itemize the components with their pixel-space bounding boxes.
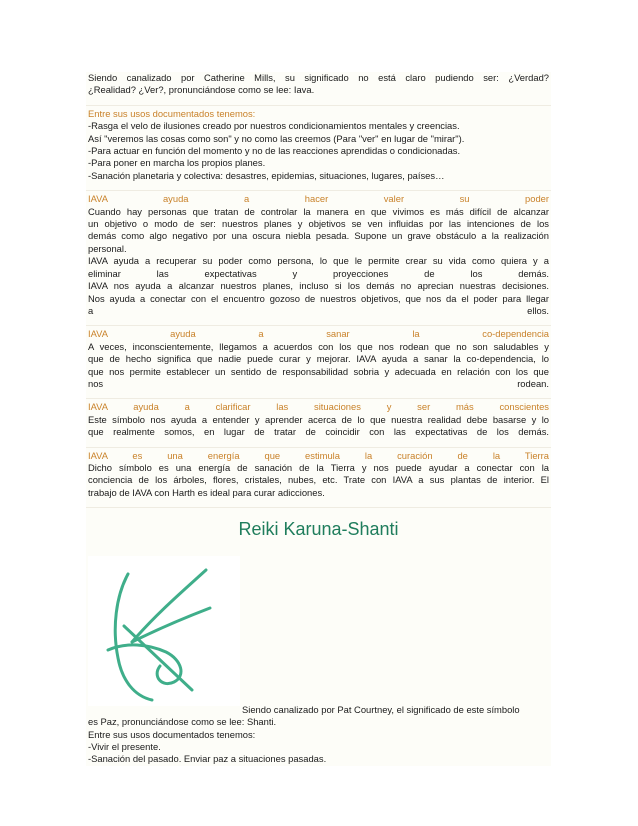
text-line: un objetivo o modo de ser: nuestros planes y objetivos se ven influidas por las intenciones de los — [88, 218, 549, 230]
paragraph-divider — [86, 317, 551, 326]
section-paragraph — [86, 450, 551, 500]
text-line: Nos ayuda a conectar con el encuentro gozoso de nuestros objetivos, que nos da el poder para llegar — [88, 292, 549, 304]
uses-item: -Para actuar en función del momento y no de las reacciones aprendidas o condicionadas. — [88, 145, 461, 157]
intro-paragraph — [86, 72, 551, 97]
text-line: nos rodean. — [88, 377, 549, 389]
text-line: -Vivir el presente. — [88, 741, 161, 752]
text-line: Este símbolo nos ayuda a entender y aprender acerca de lo que nuestra realidad debe basarse y lo — [88, 413, 549, 425]
text-line: a ellos. — [88, 304, 549, 316]
section-title: IAVA ayuda a hacer valer su poder — [88, 193, 549, 205]
sections-container — [86, 193, 551, 508]
text-line: eliminar las expectativas y proyecciones de los demás. — [88, 267, 549, 279]
karuna-figure — [86, 556, 551, 716]
section-paragraph — [86, 401, 551, 438]
text-line: trabajo de IAVA con Harth es ideal para curar adicciones. — [88, 486, 325, 498]
uses-item: -Sanación planetaria y colectiva: desastres, epidemias, situaciones, lugares, países… — [88, 169, 445, 181]
section-title: IAVA ayuda a clarificar las situaciones y ser más conscientes — [88, 401, 549, 413]
text-line: es Paz, pronunciándose como se lee: Shanti. — [88, 716, 277, 728]
uses-paragraph — [86, 108, 551, 182]
karuna-symbol-image — [88, 556, 240, 706]
uses-item: -Para poner en marcha los propios planes. — [88, 157, 266, 169]
text-line: demás como algo negativo por una oscura niebla pesada. Supone un grave obstáculo a la realización — [88, 230, 549, 242]
section-title: IAVA es una energía que estimula la curación de la Tierra — [88, 449, 549, 461]
text-line: IAVA nos ayuda a alcanzar nuestros planes, incluso si los demás no aprecian nuestras decisiones. — [88, 280, 549, 292]
uses-item: Así "veremos las cosas como son" y no como las creemos (Para "ver" en lugar de "mirar"). — [88, 132, 465, 144]
text-line: personal. — [88, 242, 127, 254]
text-line: Siendo canalizado por Catherine Mills, su significado no está claro pudiendo ser: ¿Verdad? — [88, 72, 549, 83]
uses-heading: Entre sus usos documentados tenemos: — [88, 107, 256, 119]
document-body — [86, 72, 551, 766]
text-line: que realmente somos, en lugar de tratar de coincidir con las expectativas de los demás. — [88, 426, 549, 438]
paragraph-divider — [86, 182, 551, 191]
paragraph-divider — [86, 499, 551, 508]
text-line: que nos permite establecer un sentido de responsabilidad sobria y adecuada en relación con los que — [88, 365, 549, 377]
paragraph-divider — [86, 390, 551, 399]
text-line: Entre sus usos documentados tenemos: — [88, 728, 256, 740]
text-line: IAVA ayuda a recuperar su poder como persona, lo que le permite crear su vida como quiera y a — [88, 255, 549, 267]
karuna-paragraph — [86, 716, 551, 766]
section-paragraph — [86, 193, 551, 317]
text-line: ¿Realidad? ¿Ver?, pronunciándose como se lee: Iava. — [88, 84, 315, 96]
paragraph-divider — [86, 97, 551, 106]
uses-item: -Rasga el velo de ilusiones creado por nuestros condicionamientos mentales y creencias. — [88, 120, 460, 132]
text-line: A veces, inconscientemente, llegamos a acuerdos con los que nos rodean que no son saludables y — [88, 340, 549, 352]
karuna-heading: Reiki Karuna-Shanti — [238, 519, 399, 540]
text-line: que de hecho significa que nadie puede curar y mejorar. IAVA ayuda a sanar la co-dependencia, lo — [88, 353, 549, 365]
section-paragraph — [86, 328, 551, 390]
text-line: conciencia de los árboles, flores, cristales, nubes, etc. Trate con IAVA a sus plantas de interior. El — [88, 474, 549, 486]
section-title: IAVA ayuda a sanar la co-dependencia — [88, 328, 549, 340]
text-line: -Sanación del pasado. Enviar paz a situaciones pasadas. — [88, 753, 327, 765]
text-line: Dicho símbolo es una energía de sanación de la Tierra y nos puede ayudar a conectar con la — [88, 461, 549, 473]
karuna-symbol-icon — [88, 556, 240, 706]
karuna-caption: Siendo canalizado por Pat Courtney, el significado de este símbolo — [242, 704, 520, 716]
paragraph-divider — [86, 439, 551, 448]
text-line: Cuando hay personas que tratan de controlar la manera en que vivimos es más difícil de alcanzar — [88, 205, 549, 217]
